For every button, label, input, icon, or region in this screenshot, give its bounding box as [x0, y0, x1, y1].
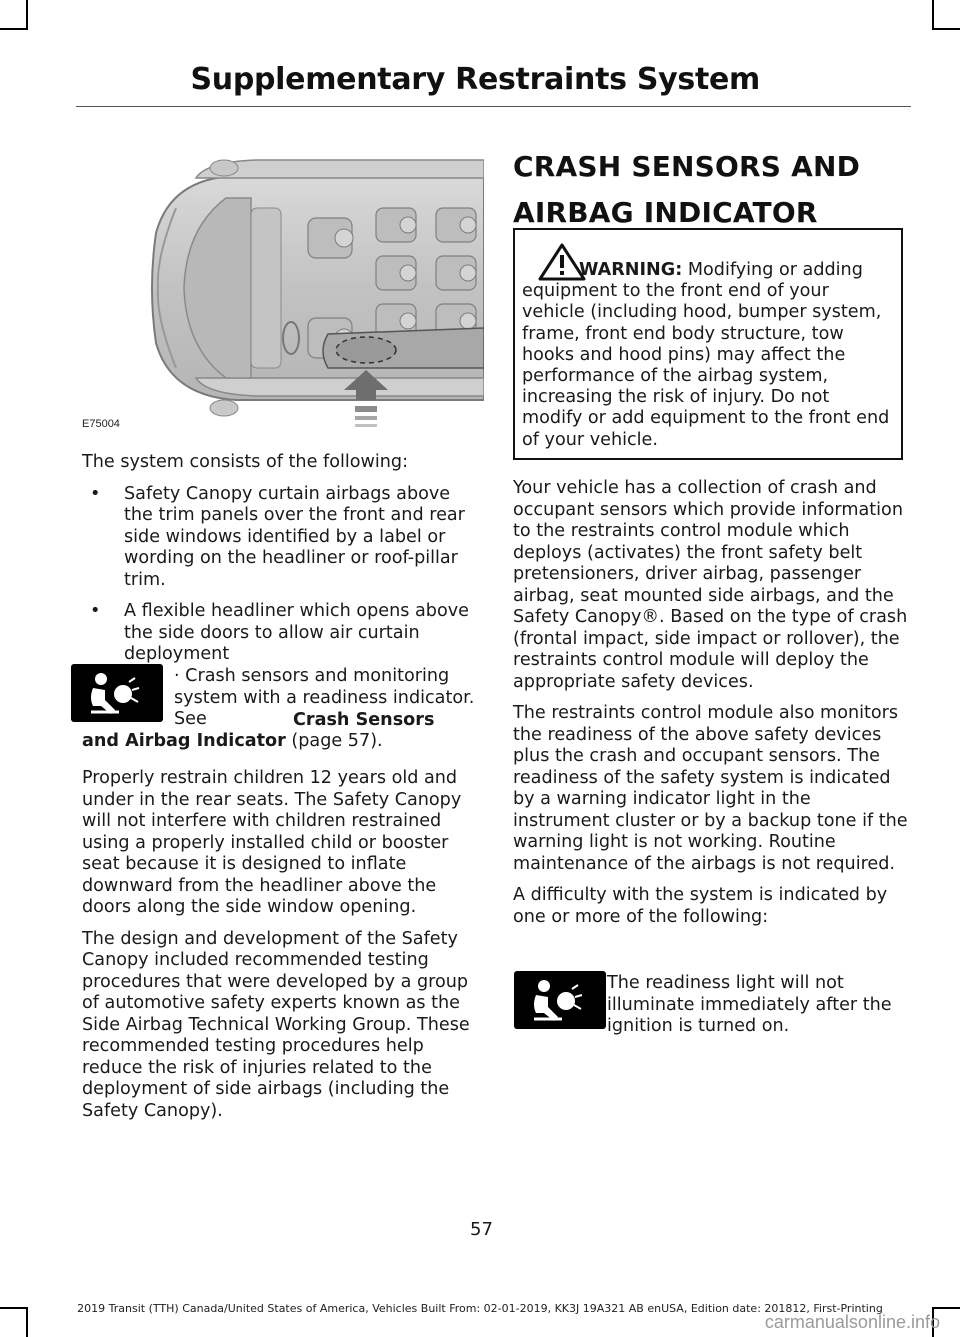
header-rule: [76, 106, 911, 107]
crash-sensor-ref-line: [82, 710, 478, 753]
watermark: carmanualsonline.info: [764, 1312, 940, 1332]
paragraph: A difficulty with the system is indicated by one or more of the following:: [513, 885, 888, 927]
component-list: [82, 484, 478, 666]
paragraph: The restraints control module also monitors the readiness of the above safety devices plus the crash and occupant sensors. The readiness of the safety system is indicated by a warning indicator light in the instrument cluster or by a backup tone if the warning light is not working. Routine maintenance of the airbags is not required.: [513, 703, 908, 874]
page-title: Supplementary Restraints System: [190, 62, 760, 97]
figure-label: E75004: [82, 418, 120, 430]
crop-mark: [26, 0, 28, 30]
page-reference: (page 57).: [285, 731, 383, 751]
crash-sensor-text: · Crash sensors and monitoring system with a readiness indicator. See: [174, 666, 475, 729]
crop-mark: [932, 0, 934, 30]
list-item: • A flexible headliner which opens above the side doors to allow air curtain deployment: [82, 601, 478, 666]
left-column: [82, 452, 478, 676]
section-heading: [513, 144, 913, 236]
page-number: 57: [470, 1219, 493, 1240]
warning-box: [513, 228, 903, 460]
paragraph: The design and development of the Safety Canopy included recommended testing procedures that were developed by a group of automotive safety experts known as the Side Airbag Technical Working Group. These recommended testing procedures help reduce the risk of injuries related to the deployment of side airbags (including the Safety Canopy).: [82, 928, 470, 1121]
list-item: • Safety Canopy curtain airbags above the trim panels over the front and rear side windows identified by a label or wording on the headliner or roof-pillar trim.: [82, 484, 478, 592]
readiness-light-text: The readiness light will not illuminate immediately after the ignition is turned on.: [607, 973, 892, 1036]
warning-label: WARNING:: [579, 260, 683, 280]
footer-text: 2019 Transit (TTH) Canada/United States of America, Vehicles Built From: 02-01-2019, KK3J 19A321 AB enUSA, Edition date: 201812, First-Printing: [77, 1302, 883, 1315]
warning-triangle-icon: [537, 242, 587, 282]
vehicle-illustration: [76, 138, 484, 438]
readiness-light-item: [607, 973, 909, 1038]
heading-line: CRASH SENSORS AND: [513, 150, 861, 183]
paragraph: Properly restrain children 12 years old and under in the rear seats. The Safety Canopy will not interfere with children restrained using a properly installed child or booster seat because it is designed to inflate downward from the headliner above the doors along the side window opening.: [82, 768, 462, 917]
cross-ref-link[interactable]: Crash Sensors: [293, 710, 435, 730]
right-column-paragraphs: [513, 478, 909, 938]
warning-text: Modifying or adding equipment to the front end of your vehicle (including hood, bumper system, frame, front end body structure, tow hooks and hood pins) may affect the performance of the airbag system, increasing the risk of injury. Do not modify or add equipment to the front end of your vehicle.: [522, 260, 890, 450]
crop-mark: [932, 28, 960, 30]
left-column-paragraphs: [82, 768, 478, 1132]
airbag-warning-icon: [71, 664, 163, 722]
intro-text: The system consists of the following:: [82, 452, 409, 472]
airbag-warning-icon: [514, 971, 606, 1029]
crop-mark: [0, 28, 28, 30]
cross-ref-link[interactable]: and Airbag Indicator: [82, 731, 286, 751]
heading-line: AIRBAG INDICATOR: [513, 196, 818, 229]
paragraph: Your vehicle has a collection of crash and occupant sensors which provide information to the restraints control module which deploys (activates) the front safety belt pretensioners, driver airbag, passenger airbag, seat mounted side airbags, and the Safety Canopy®. Based on the type of crash (frontal impact, side impact or rollover), the restraints control module will deploy the appropriate safety devices.: [513, 478, 908, 692]
